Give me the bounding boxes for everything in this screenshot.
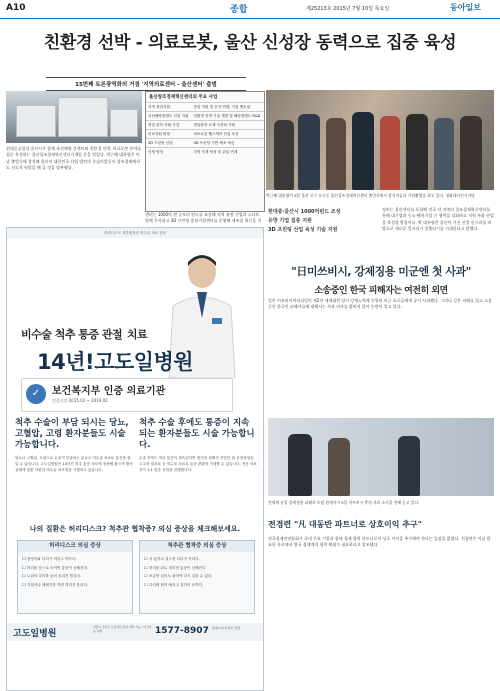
checklist-title: 허리디스크 의심 증상	[18, 541, 132, 552]
center-building-photo	[6, 91, 142, 143]
cert-title: 보건복지부 인증 의료기관	[52, 386, 166, 397]
article-fki	[268, 536, 494, 686]
team-photo	[266, 90, 494, 190]
hospital-address: 서울시 강남구 도산대로 상담·예약 가능 / 야간진료 시행	[93, 625, 152, 633]
ad-column-2	[139, 418, 257, 474]
table-cell: 창업 지원 및 투자 연계, 기업 멘토링	[191, 103, 264, 112]
main-headline: 친환경 선박 - 의료로봇, 울산 신성장 동력으로 집중 육성	[43, 33, 457, 53]
table-cell: 3D 프린팅 기반 제조 혁신	[191, 139, 264, 148]
article-text: 센터는 1000억 원 규모의 펀드를 조성해 지역 유망 기업과 스타트업에 투자하고 3D 프린팅 종합지원센터를 운영해 제조업 혁신을 지	[145, 212, 262, 224]
ad-column-text: 수술 후에도 허리 통증이 계속된다면 원인을 정확히 진단한 뒤 신경성형술, 고주파 열치료 등 비수술 치료로 통증 완화를 기대할 수 있습니다. 전문 의료진이 1:1 맞춤 상담을 진행합니다.	[139, 456, 257, 473]
article-mitsubishi	[268, 298, 494, 414]
table-cell: 정밀화학 소재 국산화 지원	[191, 121, 264, 130]
news-photo-caption: 전세계 유일 강제징용 피해자 모임 관계자가 9일 미쓰비시 측의 사과 소식을 전해 듣고 있다.	[268, 500, 420, 505]
pull-quote-line: 유망 기업 집중 지원	[268, 218, 312, 224]
stenosis-checklist	[139, 540, 255, 614]
table-cell: 지역 창업지원	[146, 103, 191, 112]
headline-sub: 소송중인 한국 피해자는 여전히 외면	[314, 286, 448, 296]
headline-title: "日미쓰비시, 강제징용 미군엔 첫 사과"	[291, 265, 471, 278]
pull-quote	[268, 208, 378, 235]
checklist-item[interactable]: ☐ 누워서 다리를 들어 올리기 힘들다.	[22, 572, 128, 581]
ad-footer	[7, 623, 263, 641]
selfcheck-title: 나의 질환은 허리디스크? 척추관 협착증? 의심 증상을 체크해보세요.	[29, 525, 241, 533]
checklist-item[interactable]: ☐ 허리를 뒤로 젖히면 통증이 심해진다.	[144, 564, 250, 573]
article-text: 현대중공업과 울산시가 함께 조선해양 플랜트와 친환경 선박, 의료로봇 분야를 집중 육성하는 울산창조경제혁신센터가 9일 문을 열었다. 박근혜 대통령은 이날 출범식에 참석해 울산이 대한민국 산업 발전의 중심이었듯이 창조경제에서도 선도적 역할을 해 줄 것을 당부했다.	[6, 146, 142, 171]
checklist-item[interactable]: ☐ 조금만 걸어도 쉬어야 다시 걸을 수 있다.	[144, 572, 250, 581]
newspaper-logo: 동아일보	[450, 2, 481, 12]
article-column-mid	[145, 212, 263, 224]
hospital-name: 고도일병원	[13, 629, 57, 639]
article-subheadline: 15번째 토론광역화의 거점 '지역의료센터 - 울산센터' 출범	[46, 77, 246, 91]
ad-column-title: 척추 수술 후에도 통증이 지속되는 환자분들도 시술 가능합니다.	[139, 418, 255, 450]
checklist-title: 척추관 협착증 의심 증상	[140, 541, 254, 552]
cert-period: 인증기간 2015.02 ~ 2019.02	[52, 398, 108, 403]
checklist-item[interactable]: ☐ 다리에 힘이 빠지고 감각이 둔하다.	[144, 581, 250, 590]
pull-quote-line: 3D 프린팅 산업 육성 기술 지원	[268, 227, 338, 233]
table-cell: 3D 프린팅 산업	[146, 139, 191, 148]
ad-headline-1: 비수술 척추 통증 관절 치료	[21, 328, 148, 341]
checklist-item[interactable]: ☐ 엉덩이와 다리가 저리고 아프다.	[22, 555, 128, 564]
table-cell: 친환경 선박 기술 개발 및 해양플랜트 R&D	[191, 112, 264, 121]
section-name: 종합	[230, 5, 248, 15]
table-cell: 인재 양성	[146, 148, 191, 157]
disc-checklist	[17, 540, 133, 614]
checklist-item[interactable]: ☐ 허리를 앞으로 숙이면 통증이 심해진다.	[22, 564, 128, 573]
news-photo	[268, 418, 494, 496]
table-cell: 조선해양플랜트 산업 지원	[146, 112, 191, 121]
article-text: 일본 미쓰비시머티리얼이 제2차 세계대전 당시 강제노역에 동원된 미군 포로들에게 공식 사과했다. 그러나 같은 피해를 입고 소송 중인 한국인 피해자들에 대해서는 사과 의사를 밝히지 않아 논란이 일고 있다.	[268, 298, 492, 310]
hospital-advertisement	[6, 227, 264, 691]
checklist-item[interactable]: ☐ 기침이나 재채기를 하면 허리가 울린다.	[22, 581, 128, 590]
table-title: 울산창조경제혁신센터의 주요 사업	[149, 95, 218, 100]
news-headline-fki: 전경련 "凡 대동반 파트너로 상호이익 추구"	[268, 520, 422, 529]
table-cell: 의료자원 확장	[146, 130, 191, 139]
hospital-phone[interactable]: 1577-8907	[155, 626, 209, 636]
article-column-left	[6, 146, 142, 224]
hospital-website[interactable]: 홈페이지 온라인 상담	[212, 626, 240, 630]
article-text: 정부는 울산센터를 포함해 전국 각 지역의 창조경제혁신센터를 통해 대기업과 중소·벤처기업 간 협력을 강화하고 지역 특화 산업을 육성할 방침이다. 박 대통령은 울산이 가진 산업 인프라를 바탕으로 새로운 일자리가 창출되기를 기대한다고 말했다.	[382, 207, 494, 232]
article-text: 전국경제인연합회가 국내 주요 기업과 함께 경제 협력 파트너로서 상호 이익을 추구해야 한다는 입장을 밝혔다. 전경련은 이날 발표한 자료에서 양국 경제계의 협력 확대가 필요하다고 강조했다.	[268, 536, 491, 548]
key-projects-table	[145, 91, 265, 212]
ad-column-title: 척추 수술이 부담 되시는 당뇨, 고혈압, 고령 환자분들도 시술 가능합니다.	[15, 418, 129, 450]
article-column-right	[382, 207, 494, 251]
news-headline-mitsubishi	[268, 263, 494, 296]
photo-caption: 박근혜 대통령이 9일 울산 중구 유곡동 울산창조경제혁신센터 출범식에서 참석자들과 기념촬영을 하고 있다. 청와대사진기자단	[266, 193, 475, 198]
page-header	[0, 0, 500, 19]
issue-date: 제25213호 2015년 7월 10일 목요일	[306, 6, 390, 12]
table-cell: 지역 인재 양성 및 취업 연계	[191, 148, 264, 157]
certified-check-icon: ✓	[26, 384, 46, 404]
table-cell: 의료로봇·헬스케어 산업 육성	[191, 130, 264, 139]
pull-quote-line: 현대중·울산시 1000억펀드 조성	[268, 209, 341, 215]
page-number: A10	[6, 3, 26, 13]
ad-column-1	[15, 418, 133, 474]
ad-top-banner: 허리디스크 척추협착증 비수술 치료 전문	[7, 228, 263, 238]
ad-headline-2: 14년!고도일병원	[37, 350, 194, 374]
checklist-item[interactable]: ☐ 서 있거나 걸으면 다리가 저리다.	[144, 555, 250, 564]
ad-column-text: 당뇨나 고혈압, 고령으로 수술이 부담되는 분들도 비수술 치료로 통증을 줄일 수 있습니다. 고도일병원은 14년간 척추 통증 치료에 집중해 왔으며 환자 상태에 맞춘 다양한 비수술 치료법을 시행하고 있습니다.	[15, 456, 133, 473]
certification-badge	[21, 378, 233, 412]
table-cell: 정밀 화학 지원 사업	[146, 121, 191, 130]
